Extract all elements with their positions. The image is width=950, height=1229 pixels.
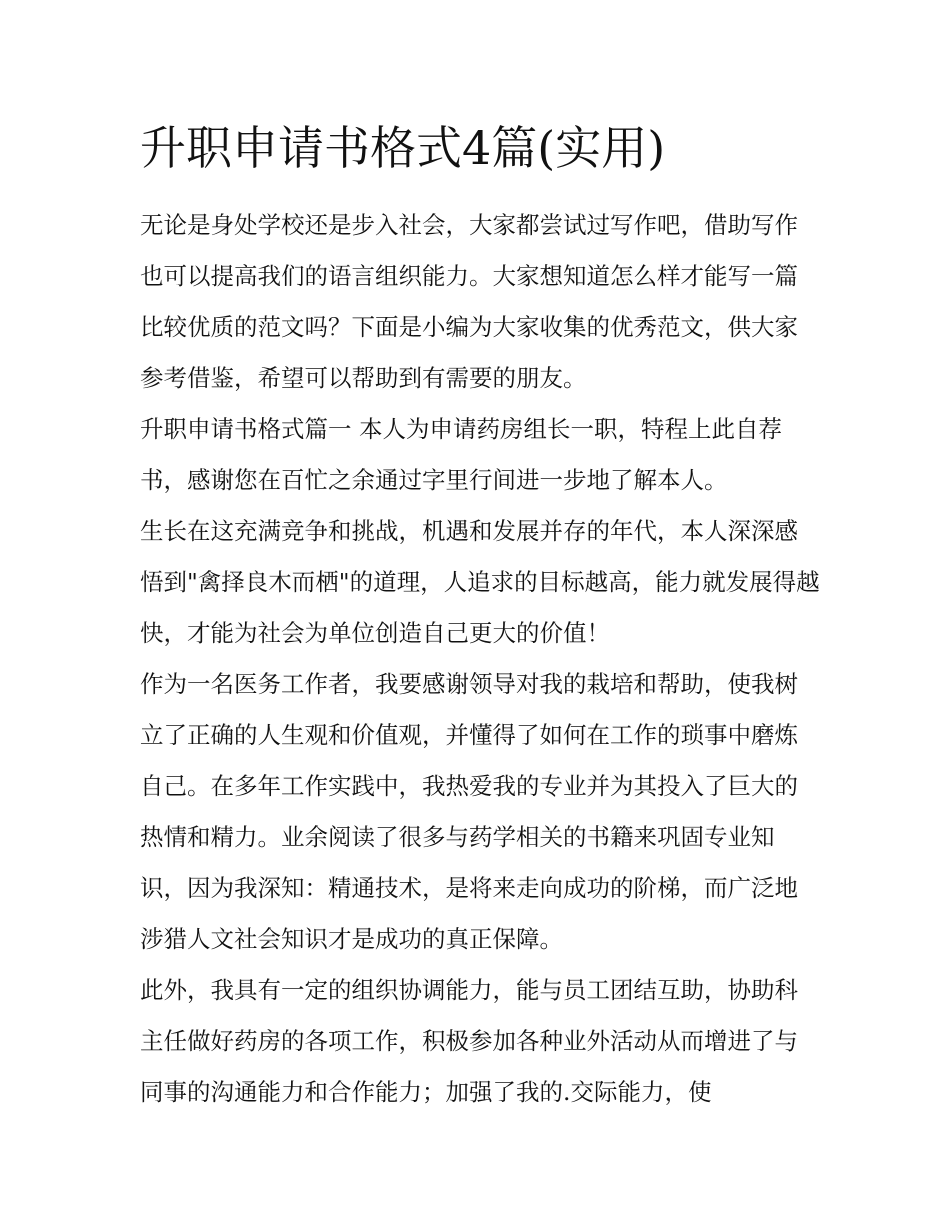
paragraph-section-one: 升职申请书格式篇一 本人为申请药房组长一职，特程上此自荐书，感谢您在百忙之余通过字里行间进一步地了解本人。 <box>140 415 782 494</box>
paragraph-intro: 无论是身处学校还是步入社会，大家都尝试过写作吧，借助写作也可以提高我们的语言组织能力。大家想知道怎么样才能写一篇比较优质的范文吗？下面是小编为大家收集的优秀范文，供大家参考借鉴，希望可以帮助到有需要的朋友。 <box>140 211 798 392</box>
document-body <box>140 200 820 1118</box>
document-title: 升职申请书格式4篇(实用) <box>140 121 666 175</box>
paragraph-organization: 此外，我具有一定的组织协调能力，能与员工团结互助，协助科主任做好药房的各项工作，积极参加各种业外活动从而增进了与同事的沟通能力和合作能力；加强了我的.交际能力，使 <box>140 976 798 1106</box>
paragraph-competition: 生长在这充满竞争和挑战，机遇和发展并存的年代，本人深深感悟到"禽择良木而栖"的道理，人追求的目标越高，能力就发展得越快，才能为社会为单位创造自己更大的价值！ <box>140 517 820 647</box>
paragraph-medical-worker: 作为一名医务工作者，我要感谢领导对我的栽培和帮助，使我树立了正确的人生观和价值观，并懂得了如何在工作的琐事中磨炼自己。在多年工作实践中，我热爱我的专业并为其投入了巨大的热情和精力。业余阅读了很多与药学相关的书籍来巩固专业知识，因为我深知：精通技术，是将来走向成功的阶梯，而广泛地涉猎人文社会知识才是成功的真正保障。 <box>140 670 798 953</box>
